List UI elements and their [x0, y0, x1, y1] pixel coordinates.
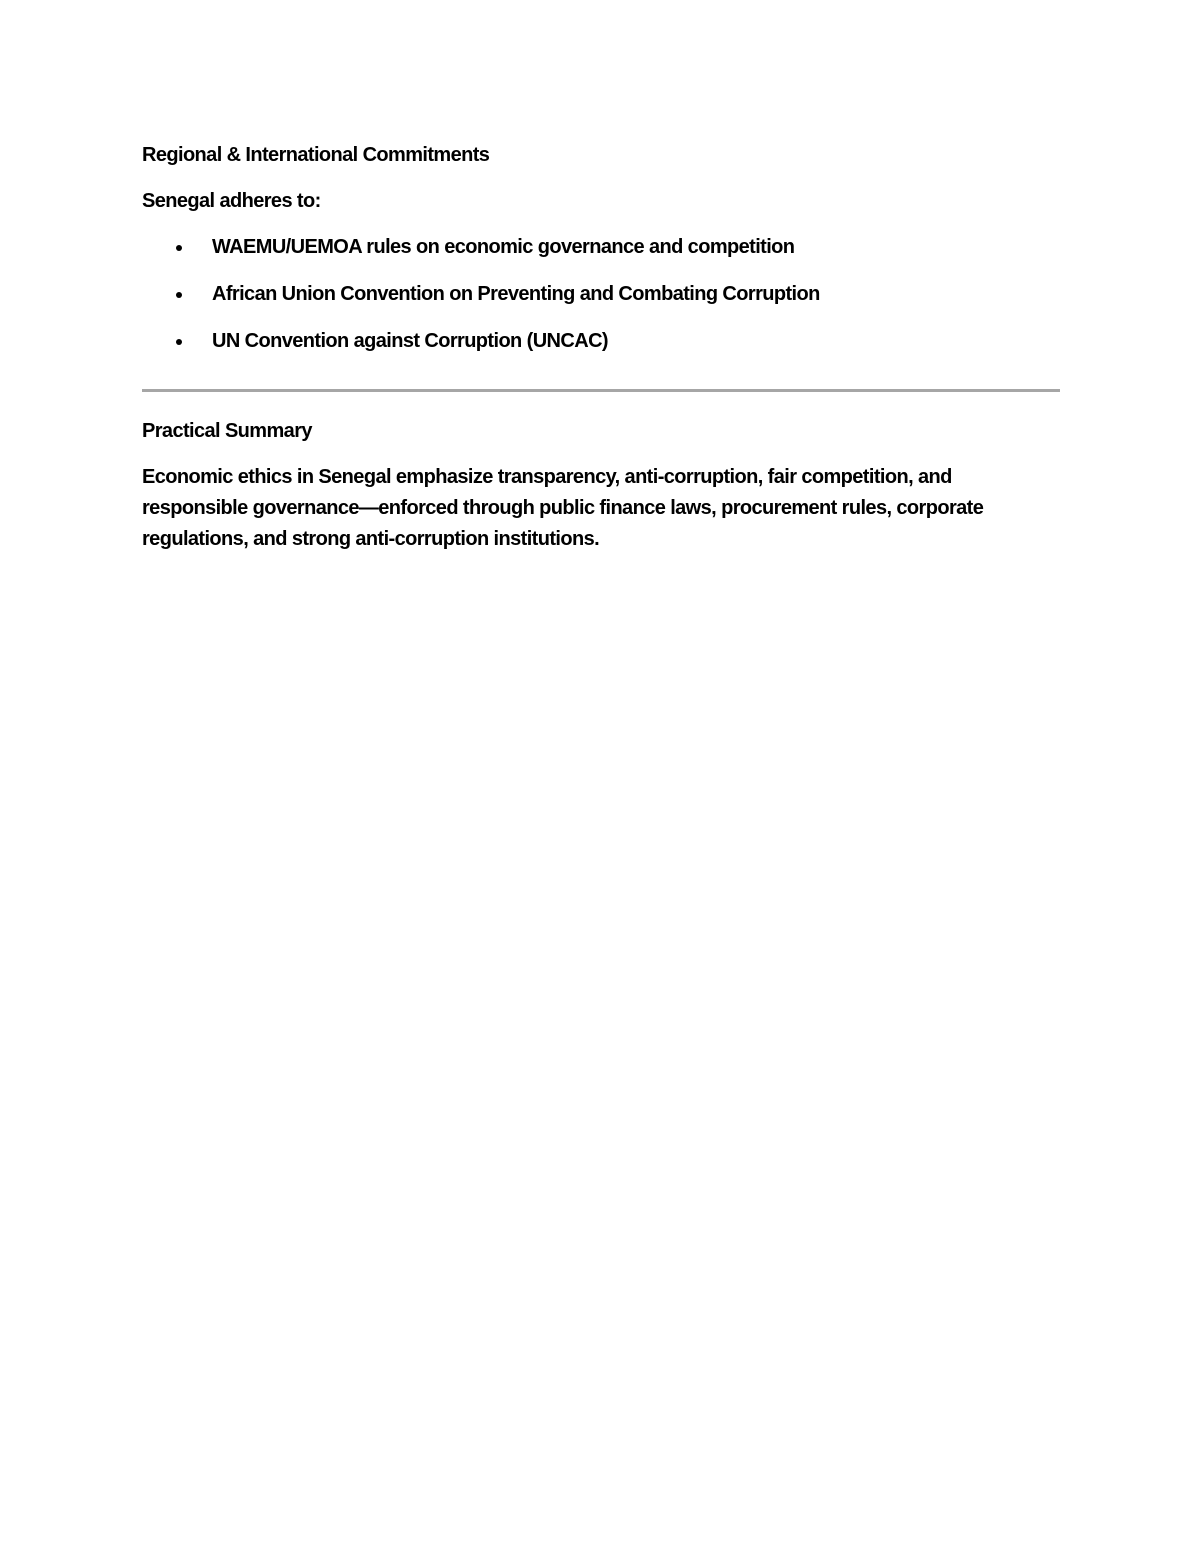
list-item — [142, 279, 1060, 310]
list-item — [142, 232, 1060, 263]
list-item-text: African Union Convention on Preventing and Combating Corruption — [212, 283, 820, 305]
list-item-text: WAEMU/UEMOA rules on economic governance and competition — [212, 236, 795, 258]
commitments-list — [142, 232, 1060, 357]
list-item-text: UN Convention against Corruption (UNCAC) — [212, 330, 608, 352]
horizontal-divider — [142, 389, 1060, 392]
bullet-icon — [176, 339, 182, 345]
summary-paragraph: Economic ethics in Senegal emphasize transparency, anti-corruption, fair competition, and responsible governance—enforced through public finance laws, procurement rules, corporate regulations, and strong anti-corruption institutions. — [142, 466, 984, 550]
section-heading-commitments: Regional & International Commitments — [142, 144, 490, 166]
bullet-icon — [176, 245, 182, 251]
intro-text: Senegal adheres to: — [142, 190, 321, 212]
section-heading-summary: Practical Summary — [142, 420, 312, 442]
bullet-icon — [176, 292, 182, 298]
list-item — [142, 326, 1060, 357]
document-page — [142, 140, 1060, 555]
